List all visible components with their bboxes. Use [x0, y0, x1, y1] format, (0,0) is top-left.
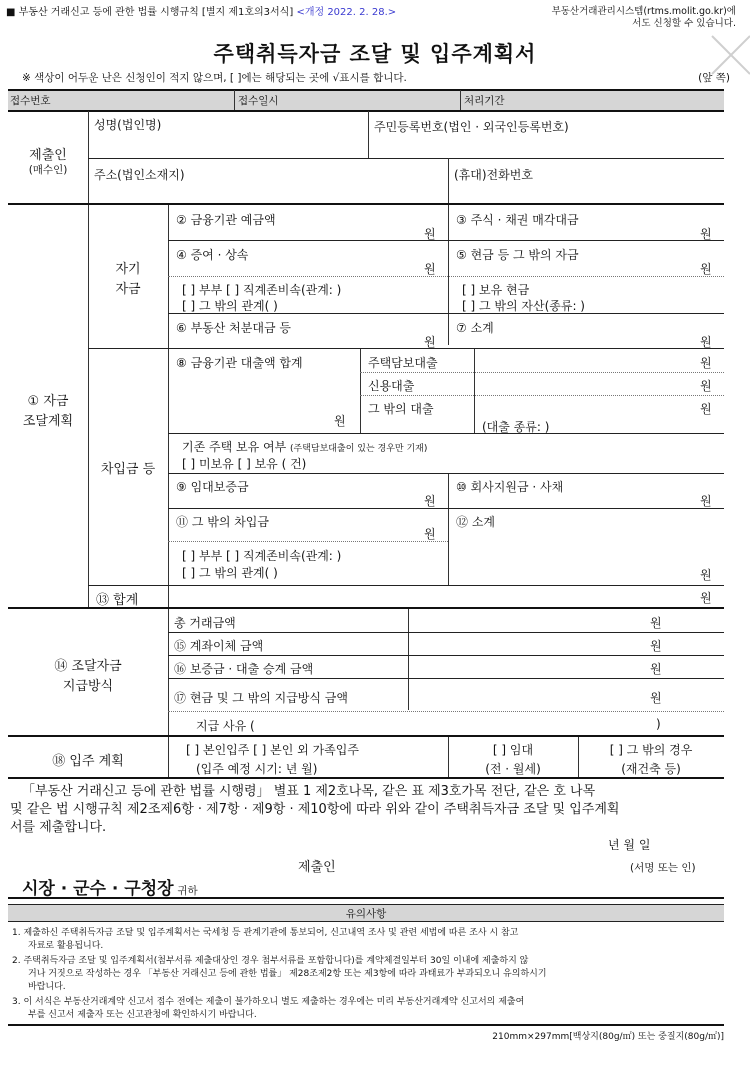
item-16-succession: ⑯ 보증금 · 대출 승계 금액 [174, 662, 314, 676]
item-2-deposits: ② 금융기관 예금액 [176, 213, 276, 227]
paper-spec: 210mm×297mm[백상지(80g/㎡) 또는 중질지(80g/㎡)] [492, 1032, 724, 1042]
won-unit: 원 [650, 662, 662, 676]
submitter-label: 제출인 [29, 148, 67, 163]
won-unit: 원 [700, 379, 712, 393]
signature-field[interactable]: (서명 또는 인) [630, 862, 696, 874]
borrowed-funds-label: 차입금 등 [100, 462, 156, 477]
phone-field[interactable]: (휴대)전화번호 [454, 168, 533, 182]
won-unit: 원 [700, 335, 712, 349]
payment-reason-close: ) [656, 717, 661, 731]
payment-label-2: 지급방식 [62, 679, 114, 694]
item-4-gift: ④ 증여 · 상속 [176, 248, 249, 262]
item-5-cash: ⑤ 현금 등 그 밖의 자금 [456, 248, 579, 262]
note-3-line-1: 3. 이 서식은 부동산거래계약 신고서 접수 전에는 제출이 불가하오니 별도 제출하는 경우에는 미리 부동산거래계약 신고서의 제출여 [12, 997, 525, 1007]
document-title: 주택취득자금 조달 및 입주계획서 [213, 42, 537, 66]
system-note [476, 6, 736, 30]
credit-loan-label: 신용대출 [368, 379, 415, 393]
item-11-relation-option[interactable]: [ ] 부부 [ ] 직계존비속(관계: ) [182, 549, 342, 563]
own-funds-label-2: 자금 [115, 282, 141, 297]
won-unit: 원 [700, 494, 712, 508]
item-13-total: ⑬ 합계 [96, 593, 139, 608]
declaration-submitter: 제출인 [298, 860, 336, 875]
item-6-property-sale: ⑥ 부동산 처분대금 등 [176, 321, 291, 335]
recipient-suffix: 귀하 [177, 885, 198, 897]
move-in-label: ⑱ 입주 계획 [52, 754, 124, 769]
won-unit: 원 [700, 591, 712, 605]
item-5-asset-option[interactable]: [ ] 그 밖의 자산(종류: ) [462, 299, 585, 313]
receipt-number-label: 접수번호 [10, 95, 51, 107]
item-11-other-borrowing: ⑪ 그 밖의 차입금 [176, 515, 269, 529]
submitter-sub-label: (매수인) [28, 164, 68, 176]
won-unit: 원 [424, 335, 436, 349]
regulation-line [6, 6, 746, 29]
move-in-date-field[interactable]: (입주 예정 시기: 년 월) [196, 762, 318, 776]
notice-text: ※ 색상이 어두운 난은 신청인이 적지 않으며, [ ]에는 해당되는 곳에 √표시를 합니다. [22, 72, 407, 84]
recipient [22, 874, 198, 899]
note-1-line-1: 1. 제출하신 주택취득자금 조달 및 입주계획서는 국세청 등 관계기관에 통보되어, 신고내역 조사 및 관련 세법에 따른 조사 시 참고 [12, 928, 519, 938]
existing-house-options[interactable]: [ ] 미보유 [ ] 보유 ( 건) [182, 457, 307, 471]
note-3-line-2: 부를 신고서 제출자 또는 신고관청에 확인하시기 바랍니다. [28, 1010, 257, 1020]
item-15-transfer: ⑮ 계좌이체 금액 [174, 639, 264, 653]
receipt-row [8, 90, 724, 110]
item-5-cash-option[interactable]: [ ] 보유 현금 [462, 283, 530, 297]
item-7-subtotal: ⑦ 소계 [456, 321, 494, 335]
note-2-line-3: 바랍니다. [28, 982, 66, 992]
won-unit: 원 [650, 639, 662, 653]
note-1-line-2: 자료로 활용됩니다. [28, 941, 104, 951]
item-11-other-option[interactable]: [ ] 그 밖의 관계( ) [182, 566, 278, 580]
won-unit: 원 [650, 691, 662, 705]
payment-reason-field[interactable]: 지급 사유 ( [196, 719, 255, 733]
item-3-stocks: ③ 주식 · 채권 매각대금 [456, 213, 579, 227]
move-in-self-option[interactable]: [ ] 본인입주 [ ] 본인 외 가족입주 [186, 743, 359, 757]
declaration-line-2: 및 같은 법 시행규칙 제2조제6항 · 제7항 · 제9항 · 제10항에 따라 위와 같이 주택취득자금 조달 및 입주계획 [10, 802, 620, 817]
item-4-other-option[interactable]: [ ] 그 밖의 관계( ) [182, 299, 278, 313]
item-17-cash: ⑰ 현금 및 그 밖의 지급방식 금액 [174, 691, 348, 705]
declaration-line-1: 「부동산 거래신고 등에 관한 법률 시행령」 별표 1 제2호나목, 같은 표 제3호가목 전단, 같은 호 나목 [22, 784, 596, 799]
item-12-subtotal: ⑫ 소계 [456, 515, 495, 529]
registration-number-field[interactable]: 주민등록번호(법인 · 외국인등록번호) [374, 120, 569, 134]
won-unit: 원 [424, 262, 436, 276]
won-unit: 원 [424, 527, 436, 541]
housing-loan-label: 주택담보대출 [368, 356, 438, 370]
won-unit: 원 [700, 402, 712, 416]
note-2-line-2: 거나 거짓으로 작성하는 경우 「부동산 거래신고 등에 관한 법률」 제28조제2항 또는 제3항에 따라 과태료가 부과되오니 유의하시기 [28, 969, 547, 979]
funding-section-label-1: ① 자금 [27, 394, 69, 409]
processing-period-label: 처리기간 [464, 95, 505, 107]
other-loan-label: 그 밖의 대출 [368, 402, 434, 416]
loan-type-field[interactable]: (대출 종류: ) [482, 420, 550, 434]
won-unit: 원 [700, 262, 712, 276]
move-in-other-sub: (재건축 등) [621, 762, 681, 776]
move-in-other-option[interactable]: [ ] 그 밖의 경우 [609, 743, 693, 757]
item-9-lease-deposit: ⑨ 임대보증금 [176, 480, 249, 494]
page-indicator: (앞 쪽) [698, 72, 730, 84]
payment-label-1: ⑭ 조달자금 [54, 659, 122, 674]
declaration-date[interactable]: 년 월 일 [608, 838, 651, 852]
system-note-line-2: 서도 신청할 수 있습니다. [632, 18, 736, 29]
won-unit: 원 [700, 227, 712, 241]
total-transaction-label: 총 거래금액 [174, 616, 236, 630]
won-unit: 원 [424, 494, 436, 508]
move-in-lease-sub: (전 · 월세) [485, 762, 541, 776]
won-unit: 원 [650, 616, 662, 630]
own-funds-label-1: 자기 [115, 262, 141, 277]
amendment-date: <개정 2022. 2. 28.> [296, 7, 397, 18]
item-4-relation-option[interactable]: [ ] 부부 [ ] 직계존비속(관계: ) [182, 283, 342, 297]
won-unit: 원 [700, 568, 712, 582]
note-2-line-1: 2. 주택취득자금 조달 및 입주계획서(첨부서류 제출대상인 경우 첨부서류를 포함합니다)를 계약체결일부터 30일 이내에 제출하지 않 [12, 956, 529, 966]
item-10-company-support: ⑩ 회사지원금 · 사채 [456, 480, 564, 494]
system-note-line-1: 부동산거래관리시스템(rtms.molit.go.kr)에 [551, 6, 736, 17]
move-in-lease-option[interactable]: [ ] 임대 [492, 743, 534, 757]
name-field[interactable]: 성명(법인명) [94, 118, 162, 132]
declaration-line-3: 서를 제출합니다. [10, 820, 107, 835]
won-unit: 원 [424, 227, 436, 241]
notes-title: 유의사항 [345, 908, 387, 920]
won-unit: 원 [700, 356, 712, 370]
item-8-loan-total: ⑧ 금융기관 대출액 합계 [176, 356, 303, 370]
existing-house-text: 기존 주택 보유 여부 [182, 440, 287, 454]
won-unit: 원 [334, 414, 346, 428]
recipient-title: 시장 · 군수 · 구청장 [22, 879, 174, 899]
receipt-date-label: 접수일시 [238, 95, 279, 107]
regulation-text: ■ 부동산 거래신고 등에 관한 법률 시행규칙 [별지 제1호의3서식] [6, 7, 294, 18]
existing-house-note: (주택담보대출이 있는 경우만 기재) [290, 444, 428, 454]
existing-house-label [182, 438, 427, 455]
funding-section-label-2: 조달계획 [22, 414, 74, 429]
address-field[interactable]: 주소(법인소재지) [94, 168, 185, 182]
